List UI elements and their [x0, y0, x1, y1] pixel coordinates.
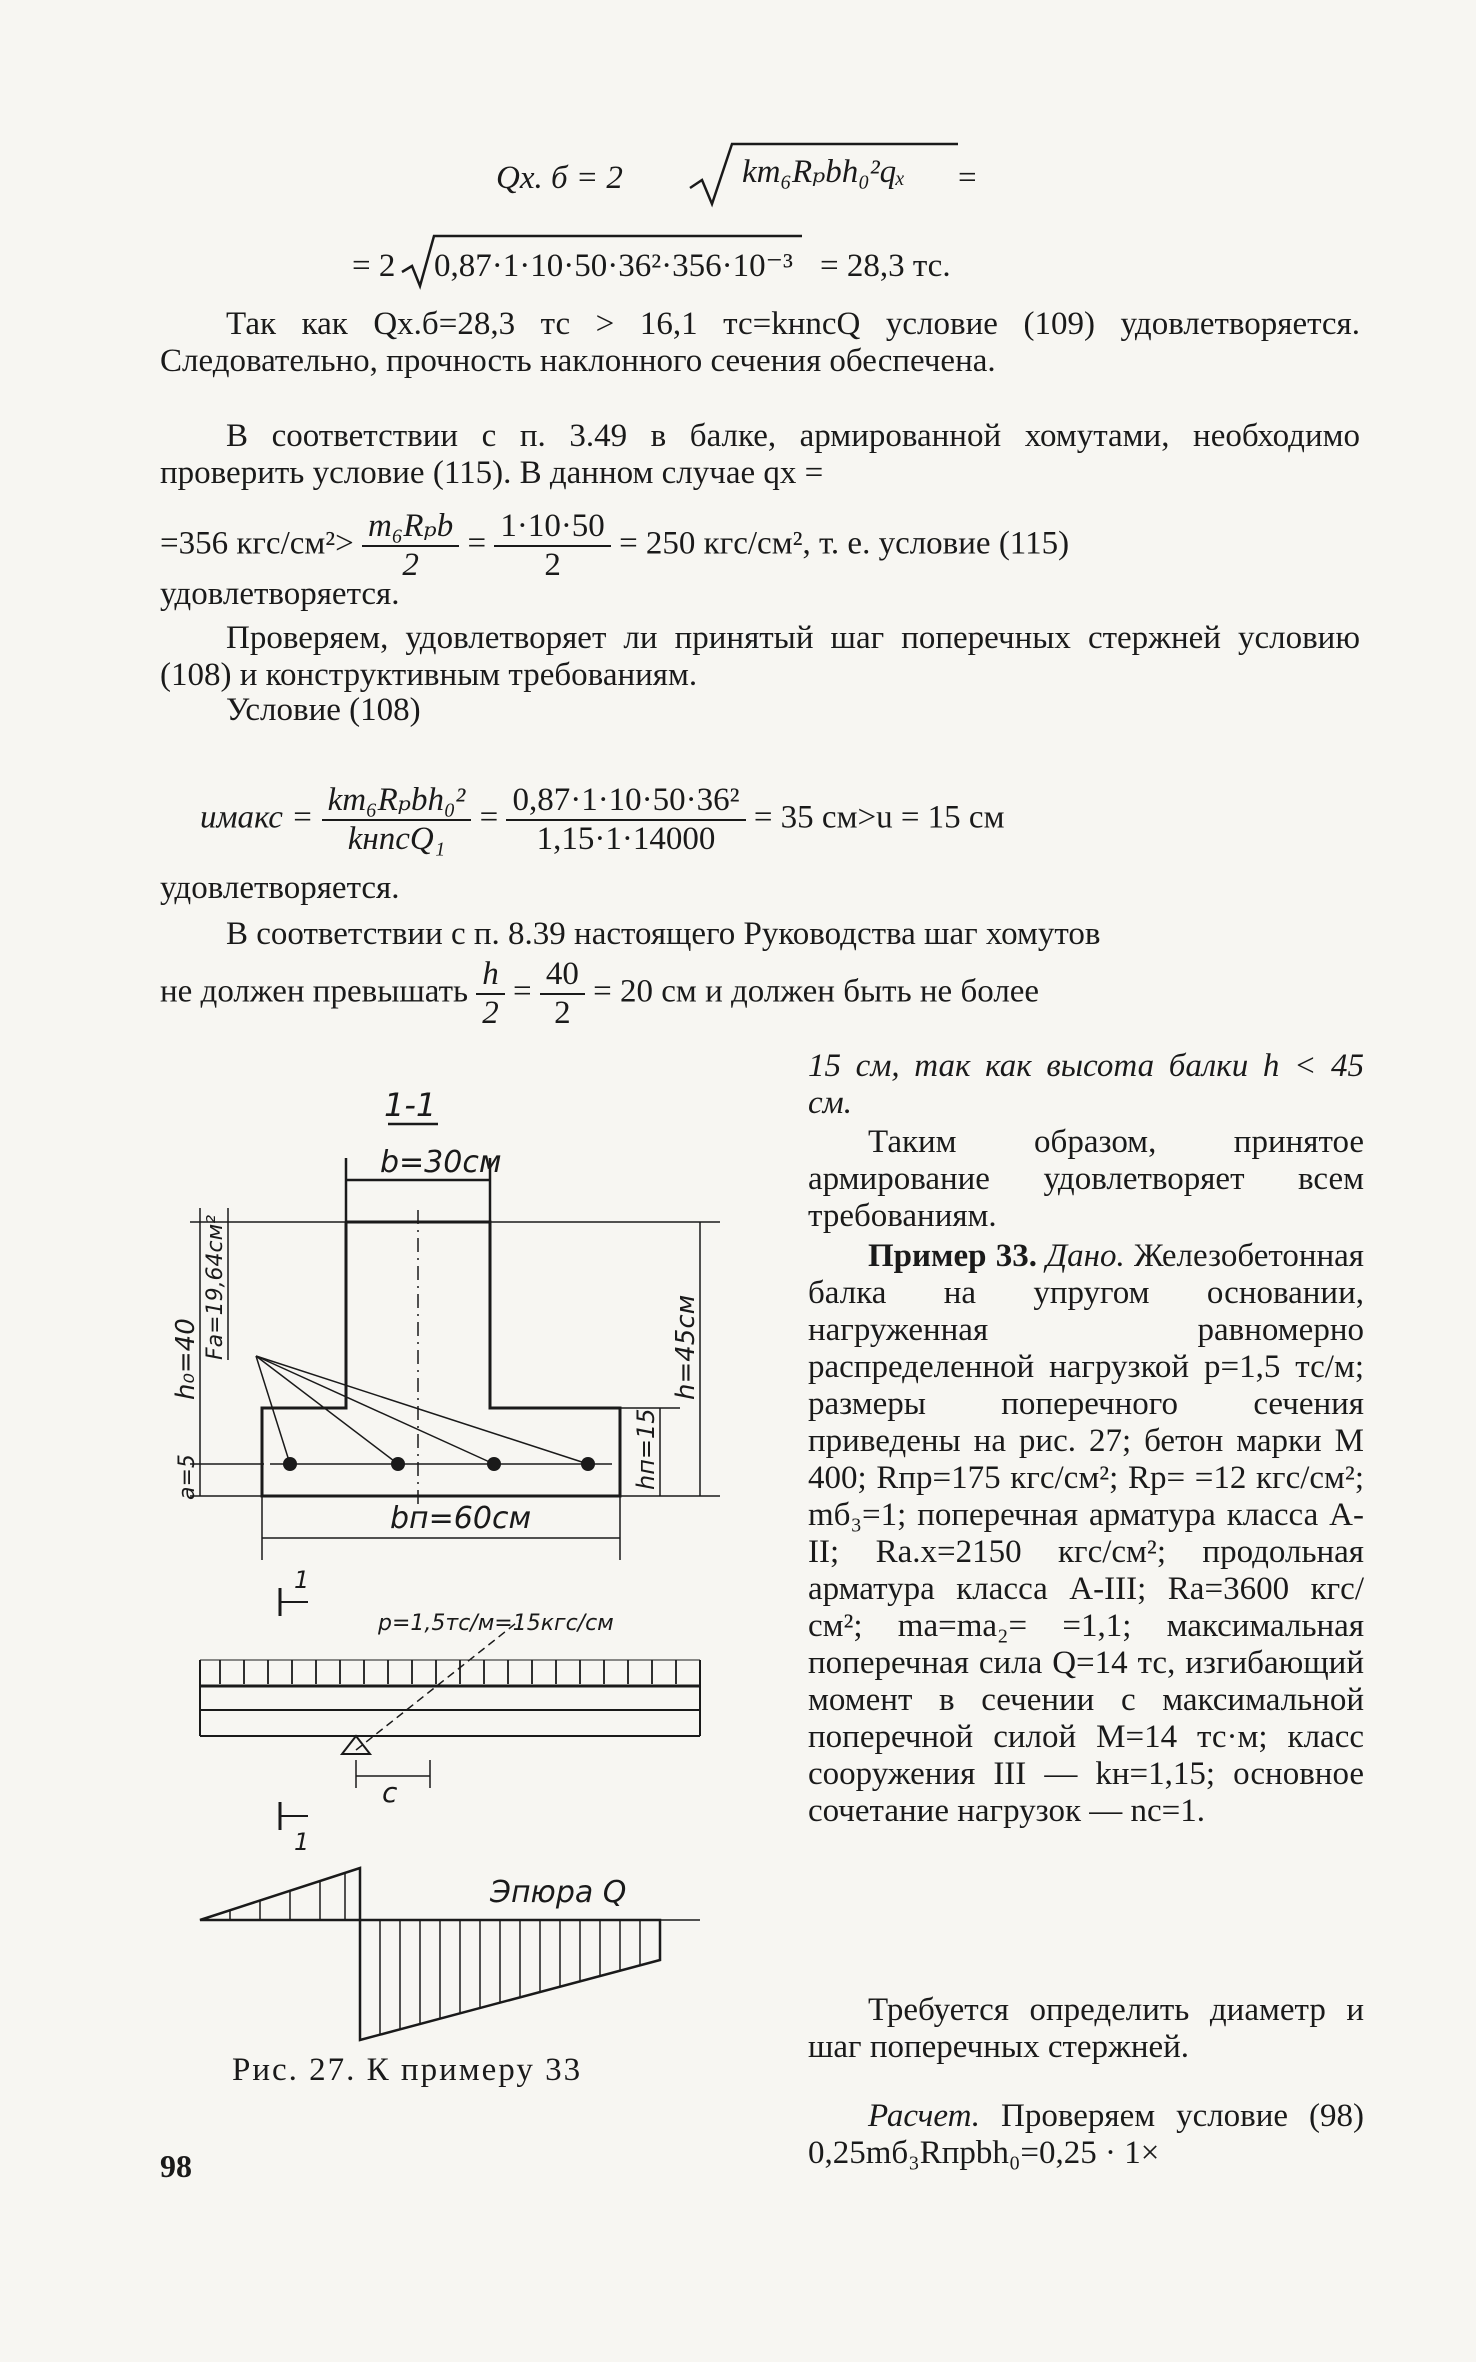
paragraph-6-a: В соответствии с п. 8.39 настоящего Руководства шаг хомутов — [226, 916, 1101, 952]
h-label: h=45см — [671, 1294, 701, 1400]
right-col-2: Таким образом, принятое армирование удовлетворяет всем требованиям. — [808, 1124, 1364, 1234]
diagram-label: Эпюра Q — [490, 1875, 627, 1910]
formula-qxb-line2-start: = 2 — [352, 248, 396, 284]
p2-pre: =356 кгс/см²> — [160, 525, 354, 562]
support-triangle — [342, 1736, 370, 1754]
example-body: Железобетонная балка на упругом основании, нагруженная равномерно распределенной нагрузкой p=1,5 тс/м; размеры поперечного сечения приведены на рис. 27; бетон марки М 400; Rпр=175 кгс/см²; Rр= =12 кгс/см²; mб₃=1; поперечная арматура класса А-II; Rа.х=2150 кгс/см²; продольная арматура класса А-III; Rа=3600 кгс/см²; mа=mа₂= =1,1; максимальная поперечная сила Q=14 тс, изгибающий момент в сечении с максимальной поперечной силой M=14 тс·м; класс сооружения III — kн=1,15; основное сочетание нагрузок — nс=1. — [808, 1238, 1364, 1829]
right-col-1 — [808, 1048, 1364, 1122]
page-number: 98 — [160, 2148, 192, 2184]
p2-frac1-den: 2 — [402, 547, 419, 583]
paragraph-2-b — [160, 508, 1069, 584]
paragraph-2-c: удовлетворяется. — [160, 576, 400, 612]
p6-fraction-2 — [540, 956, 585, 1032]
umax-frac1-den: kнnсQ₁ — [347, 821, 446, 857]
fa-label: Fа=19,64см² — [203, 1214, 228, 1360]
example-heading: Пример 33. — [868, 1238, 1037, 1274]
formula-qxb-line2-end: = 28,3 тс. — [820, 248, 951, 284]
p2-frac2-num: 1·10·50 — [494, 508, 610, 547]
right-col-3 — [808, 1238, 1364, 1830]
umax-frac2-num: 0,87·1·10·50·36² — [506, 782, 745, 821]
formula-qxb-root: km₆Rₚbh₀²qₓ — [742, 154, 906, 190]
umax-rhs: = 35 см>u = 15 см — [753, 799, 1005, 836]
p6-frac1-den: 2 — [482, 995, 499, 1031]
figure-caption: Рис. 27. К примеру 33 — [232, 2052, 583, 2088]
paragraph-1: Так как Qх.б=28,3 тс > 16,1 тс=kнnсQ условие (109) удовлетворяется. Следовательно, прочность наклонного сечения обеспечена. — [160, 306, 1360, 379]
right-col-1-text: 15 см, так как высота балки h < 45 см. — [808, 1048, 1364, 1121]
p6-fraction-1 — [476, 956, 505, 1032]
umax-fraction-2 — [506, 782, 745, 858]
p2-fraction-2 — [494, 508, 610, 584]
shear-diagram-left — [200, 1868, 360, 1920]
paragraph-3: Проверяем, удовлетворяет ли принятый шаг поперечных стержней условию (108) и конструктивным требованиям. — [160, 620, 1360, 693]
formula-qxb-lhs: Qх. б = 2 — [496, 160, 623, 196]
umax-frac2-den: 1,15·1·14000 — [536, 821, 716, 857]
p6-pre: не должен превышать — [160, 973, 469, 1010]
p6-eq: = — [513, 973, 532, 1010]
p6-post: = 20 см и должен быть не более — [593, 973, 1040, 1010]
p6-frac2-num: 40 — [540, 956, 585, 995]
paragraph-5: удовлетворяется. — [160, 870, 400, 906]
formula-qxb-line2-root: 0,87·1·10·50·36²·356·10⁻³ — [434, 248, 793, 284]
calc-body: Проверяем условие (98) 0,25mб₃Rпрbh₀=0,25 · 1× — [808, 2098, 1365, 2171]
section-label: 1-1 — [384, 1086, 437, 1124]
load-label: p=1,5тс/м=15кгс/см — [378, 1611, 614, 1636]
formula-qxb-eq: = — [958, 160, 977, 196]
p6-frac1-num: h — [476, 956, 505, 995]
paragraph-2-a: В соответствии с п. 3.49 в балке, армированной хомутами, необходимо проверить условие (115). В данном случае qх = — [160, 418, 1360, 491]
umax-frac1-num: km₆Rₚbh₀² — [322, 782, 472, 821]
paragraph-4: Условие (108) — [226, 692, 421, 728]
umax-formula — [200, 782, 1004, 858]
umax-lhs: uмакс = — [200, 799, 314, 836]
right-col-4: Требуется определить диаметр и шаг поперечных стержней. — [808, 1992, 1364, 2065]
cut-label-bottom: 1 — [294, 1828, 310, 1856]
c-label: c — [382, 1776, 398, 1809]
a-label: a=5 — [175, 1454, 200, 1500]
figure-27 — [160, 1060, 800, 2080]
b-label: b=30см — [380, 1145, 502, 1180]
p2-frac1-num: m₆Rₚb — [362, 508, 459, 547]
calc-heading: Расчет. — [868, 2098, 981, 2134]
p2-frac2-den: 2 — [544, 547, 561, 583]
shear-diagram-right — [360, 1920, 660, 2040]
p2-fraction-1 — [362, 508, 459, 584]
cut-label-top: 1 — [294, 1566, 310, 1594]
umax-eq: = — [479, 799, 499, 836]
p2-eq: = — [467, 525, 487, 562]
p2-post: = 250 кгс/см², т. е. условие (115) — [619, 525, 1070, 562]
h0-label: h₀=40 — [171, 1318, 201, 1400]
umax-fraction-1 — [322, 782, 472, 858]
paragraph-6-b — [160, 956, 1039, 1032]
p6-frac2-den: 2 — [554, 995, 571, 1031]
right-col-5 — [808, 2098, 1364, 2172]
hn-label: hп=15 — [632, 1408, 660, 1490]
bn-label: bп=60см — [390, 1501, 532, 1536]
load-arrows — [200, 1660, 700, 1684]
t-section-outline — [262, 1222, 620, 1496]
given-label: Дано. — [1046, 1238, 1125, 1274]
